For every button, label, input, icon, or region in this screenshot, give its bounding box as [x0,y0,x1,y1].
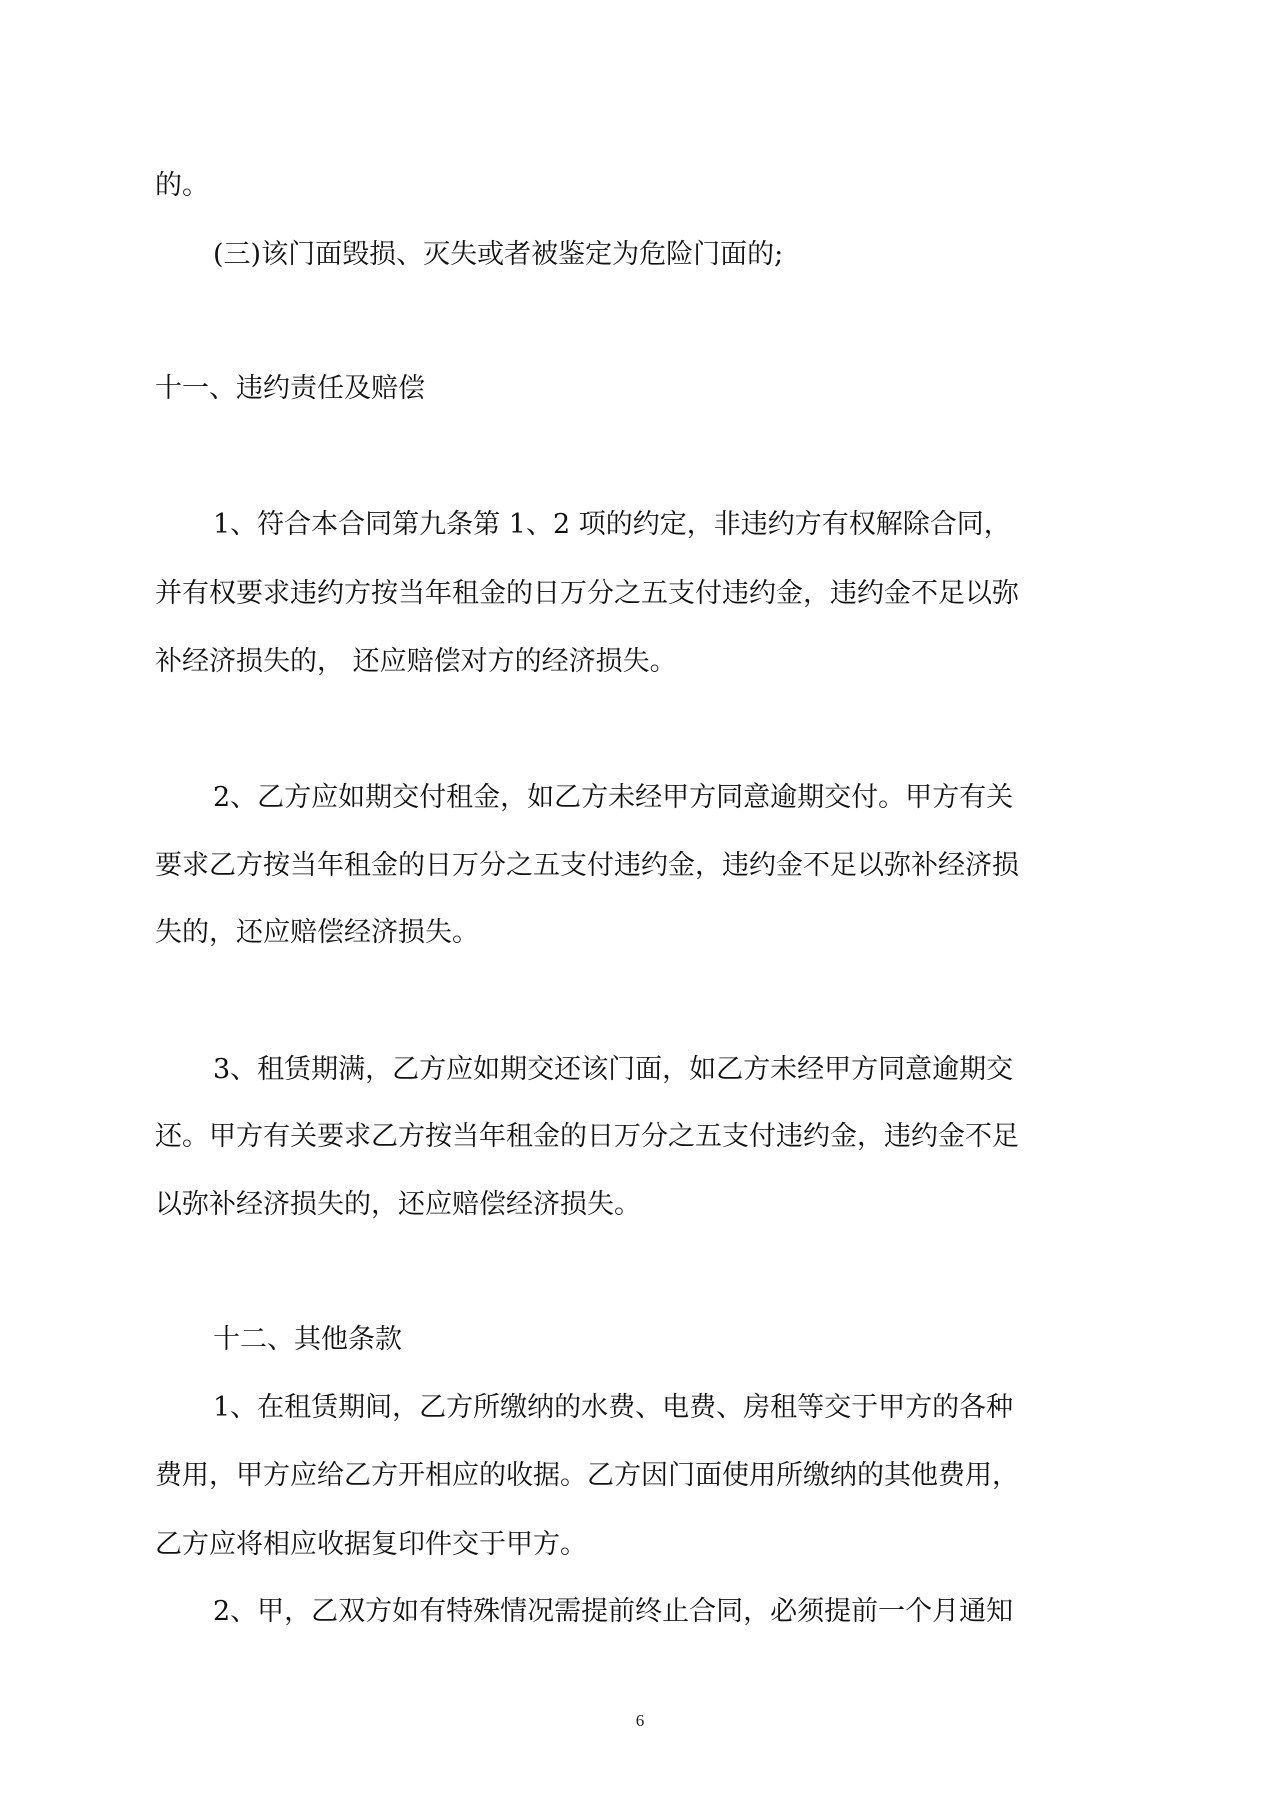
section-twelve-item-2-line-1: 2、甲，乙双方如有特殊情况需提前终止合同，必须提前一个月通知 [213,1596,1014,1627]
section-heading-twelve: 十二、其他条款 [213,1324,402,1355]
section-eleven-item-1-line-2: 并有权要求违约方按当年租金的日万分之五支付违约金，违约金不足以弥 [155,578,1019,609]
text-line-continuation: 的。 [155,170,209,201]
page-number: 6 [635,1711,645,1730]
section-heading-eleven: 十一、违约责任及赔偿 [155,373,425,404]
section-eleven-item-3-line-3: 以弥补经济损失的，还应赔偿经济损失。 [155,1189,641,1220]
clause-item-three: (三)该门面毁损、灭失或者被鉴定为危险门面的; [213,239,784,270]
section-twelve-item-1-line-3: 乙方应将相应收据复印件交于甲方。 [155,1529,587,1560]
section-eleven-item-3-line-2: 还。甲方有关要求乙方按当年租金的日万分之五支付违约金，违约金不足 [155,1121,1019,1152]
section-eleven-item-2-line-3: 失的，还应赔偿经济损失。 [155,917,479,948]
section-eleven-item-3-line-1: 3、租赁期满，乙方应如期交还该门面，如乙方未经甲方同意逾期交 [213,1054,1014,1085]
section-eleven-item-2-line-1: 2、乙方应如期交付租金，如乙方未经甲方同意逾期交付。甲方有关 [213,782,1014,813]
section-eleven-item-1-line-3: 补经济损失的， 还应赔偿对方的经济损失。 [155,646,677,677]
section-twelve-item-1-line-1: 1、在租赁期间，乙方所缴纳的水费、电费、房租等交于甲方的各种 [213,1392,1014,1423]
section-eleven-item-2-line-2: 要求乙方按当年租金的日万分之五支付违约金，违约金不足以弥补经济损 [155,850,1019,881]
section-twelve-item-1-line-2: 费用，甲方应给乙方开相应的收据。乙方因门面使用所缴纳的其他费用， [155,1460,1019,1491]
section-eleven-item-1-line-1: 1、符合本合同第九条第 1、2 项的约定，非违约方有权解除合同， [213,509,1011,540]
